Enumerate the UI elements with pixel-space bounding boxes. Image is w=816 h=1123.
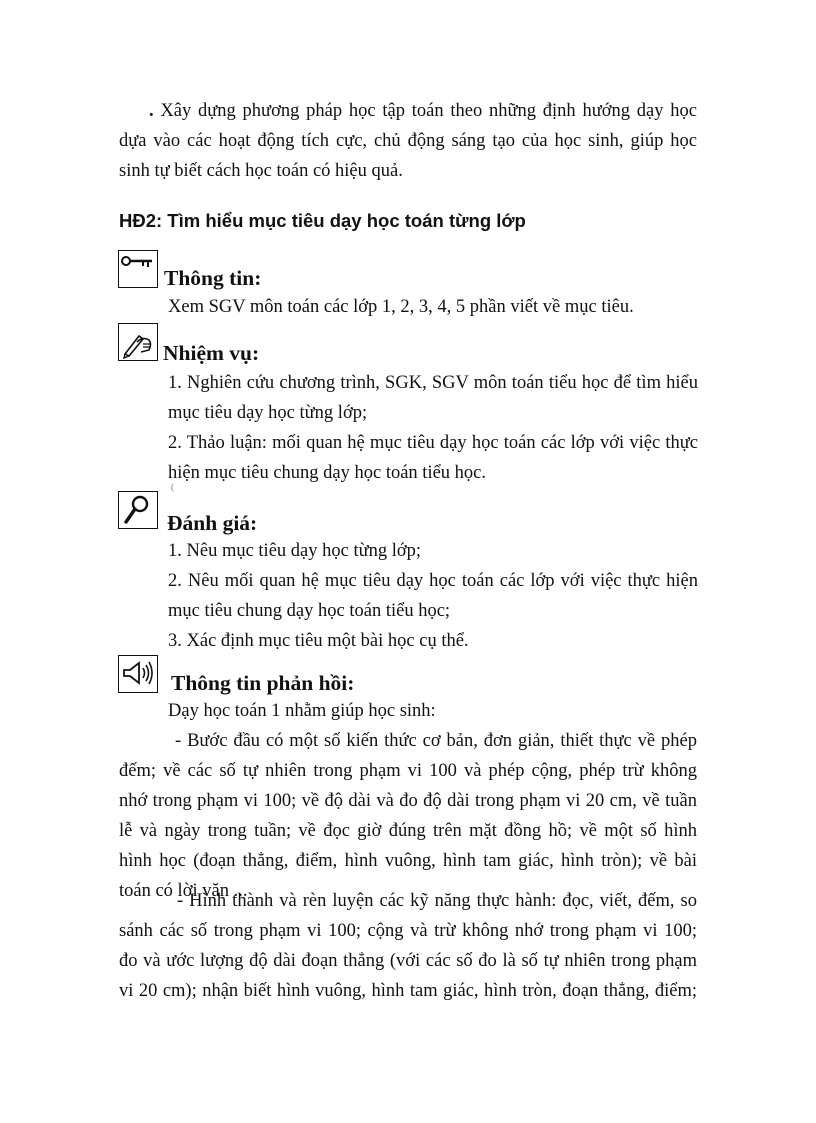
magnifier-icon xyxy=(118,491,158,529)
megaphone-icon xyxy=(118,655,158,693)
danh-gia-heading: Đánh giá: xyxy=(167,511,258,535)
phan-hoi-heading: Thông tin phản hồi: xyxy=(171,671,355,695)
thong-tin-text: Xem SGV môn toán các lớp 1, 2, 3, 4, 5 phần viết về mục tiêu. xyxy=(168,297,634,317)
phan-hoi-paragraph-2: - Hình thành và rèn luyện các kỹ năng thực hành: đọc, viết, đếm, so sánh các số trong phạm vi 100; cộng và trừ không nhớ trong phạm vi 100; đo và ước lượng độ dài đoạn thẳng (với các số đo là số tự nhiên trong phạm vi 20 cm); nhận biết hình vuông, hình tam giác, hình tròn, đoạn thẳng, điểm; xyxy=(119,891,697,1001)
phan-hoi-paragraph-1: - Bước đầu có một số kiến thức cơ bản, đơn giản, thiết thực về phép đếm; về các số tự nhiên trong phạm vi 100 và phép cộng, phép trừ không nhớ trong phạm vi 100; về độ dài và đo độ dài trong phạm vi 20 cm, về tuần lễ và ngày trong tuần; về đọc giờ đúng trên mặt đồng hồ; về một số hình hình học (đoạn thẳng, điểm, hình vuông, hình tam giác, hình tròn); về bài toán có lời văn ... xyxy=(119,731,697,901)
nhiem-vu-list: 1. Nghiên cứu chương trình, SGK, SGV môn toán tiểu học để tìm hiểu mục tiêu dạy học từng lớp; 2. Thảo luận: mối quan hệ mục tiêu dạy học toán các lớp với việc thực hiện mục tiêu chung dạy học toán tiểu học. xyxy=(168,373,698,483)
intro-paragraph: . Xây dựng phương pháp học tập toán theo những định hướng dạy học dựa vào các hoạt động tích cực, chủ động sáng tạo của học sinh, giúp học sinh tự biết cách học toán có hiệu quả. xyxy=(119,101,697,181)
thong-tin-heading: Thông tin: xyxy=(164,266,262,290)
document-page: . Xây dựng phương pháp học tập toán theo những định hướng dạy học dựa vào các hoạt động tích cực, chủ động sáng tạo của học sinh, giúp học sinh tự biết cách học toán có hiệu quả. HĐ2: Tìm hiểu mục tiêu dạy học toán từng lớp Thông tin: Xem SGV môn toán các lớp 1, 2, 3, 4, 5 phần viết về mục tiêu. Nhiệm vụ: 1. Nghiên cứu chương trình, SGK, SGV môn toán tiểu học để tìm hiểu mục tiêu dạy học từng lớp; 2. Thảo luận: mối quan hệ mục tiêu dạy học toán các lớp với việc thực hiện mục tiêu chung dạy học toán tiểu học. ( Đánh giá: 1. Nêu mục tiêu dạy học từng lớp; 2. Nêu mối quan hệ mục tiêu dạy học toán các lớp với việc thực hiện mục tiêu chung dạy học toán tiểu học; 3. Xác định mục tiêu một bài học cụ thể. Thông tin phản hồi: Dạy học toán 1 nhằm giúp học sinh: - Bước đầu có một số kiến thức cơ bản, đơn giản, thiết thực về phép đếm; về các số tự nhiên trong phạm vi 100 và phép cộng, phép trừ không nhớ trong phạm vi 100; về độ dài và đo độ dài trong phạm vi 20 cm, về tuần lễ và ngày trong tuần; về đọc giờ đúng trên mặt đồng hồ; về một số hình hình học (đoạn thẳng, điểm, hình vuông, hình tam giác, hình tròn); về bài toán có lời văn ... - Hình thành và rèn luyện các kỹ năng thực hành: đọc, viết, đếm, so sánh các số trong phạm vi 100; cộng và trừ không nhớ trong phạm vi 100; đo và ước lượng độ dài đoạn thẳng (với các số đo là số tự nhiên trong phạm vi 20 cm); nhận biết hình vuông, hình tam giác, hình tròn, đoạn thẳng, điểm; xyxy=(0,0,816,1123)
key-icon xyxy=(118,250,158,288)
phan-hoi-lead: Dạy học toán 1 nhằm giúp học sinh: xyxy=(168,701,436,721)
section-title: HĐ2: Tìm hiểu mục tiêu dạy học toán từng lớp xyxy=(119,210,526,231)
danh-gia-list: 1. Nêu mục tiêu dạy học từng lớp; 2. Nêu mối quan hệ mục tiêu dạy học toán các lớp với việc thực hiện mục tiêu chung dạy học toán tiểu học; 3. Xác định mục tiêu một bài học cụ thể. xyxy=(168,541,698,651)
nhiem-vu-heading: Nhiệm vụ: xyxy=(163,341,260,365)
writing-hand-icon xyxy=(118,323,158,361)
